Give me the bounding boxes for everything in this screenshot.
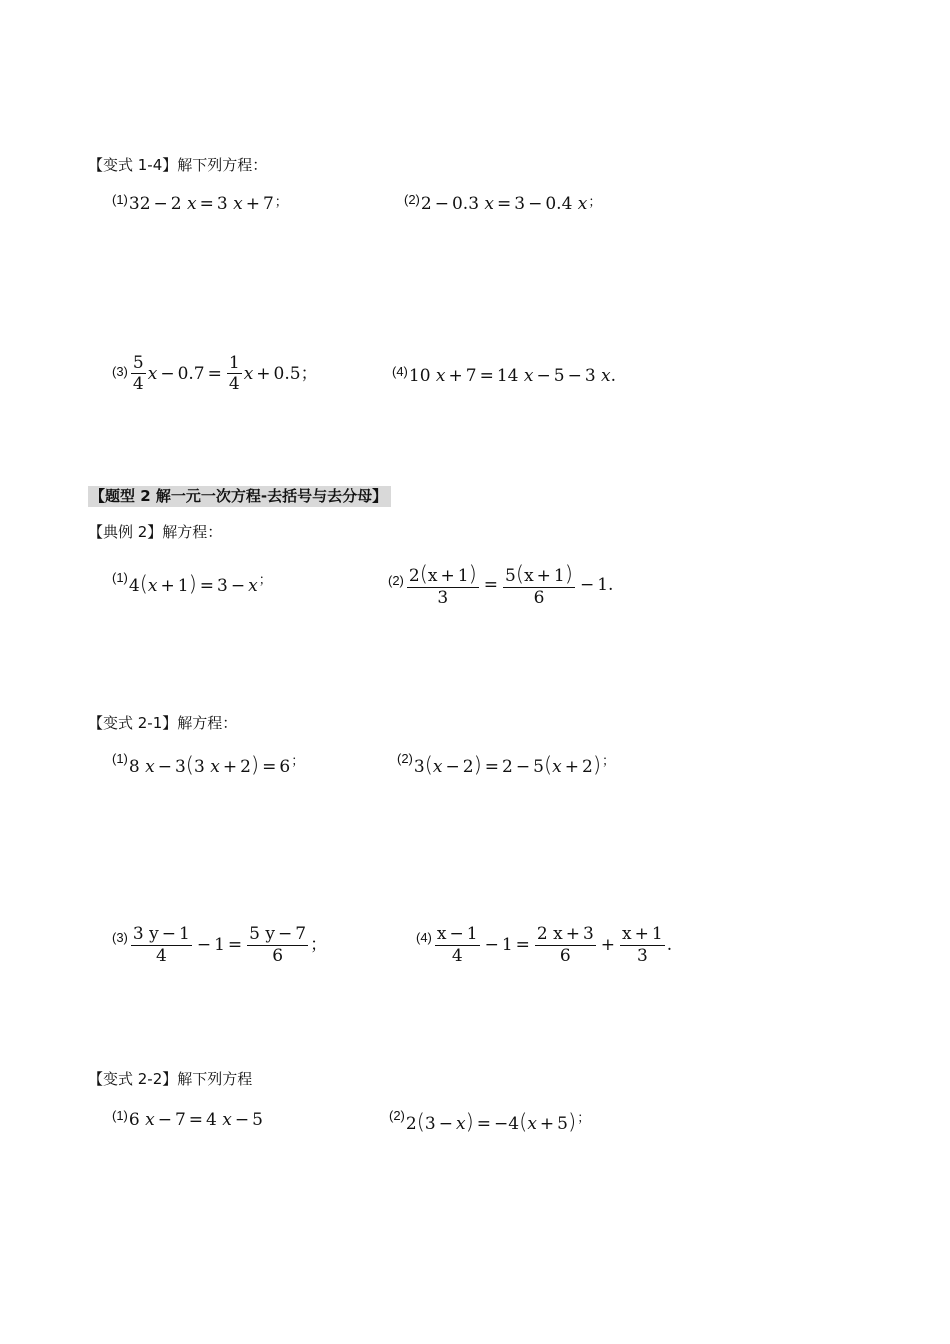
problem-2-2-1: $^{(1)}$6 x − 7 = 4 x − 5 <box>112 1108 263 1130</box>
problem-2-1-2: $^{(2)}$3(x − 2) = 2 − 5(x + 2)； <box>397 751 616 777</box>
problem-2-2-2: $^{(2)}$2(3 − x) = −4(x + 5)； <box>389 1108 591 1134</box>
problem-ex2-2: $^{(2)}$ $\frac{2(x + 1)}{3}$ = $\frac{5(x + 1)}{6}$ − 1. <box>388 562 614 608</box>
problem-2-1-1: $^{(1)}$8 x − 3(3 x + 2) = 6； <box>112 751 305 777</box>
variant-2-2-heading: 【变式 2-2】解下列方程 <box>88 1070 253 1088</box>
problem-2-1-3: $^{(3)}$ $\frac{3 y - 1}{4}$ − 1 = $\frac{5 y - 7}{6}$ ； <box>112 924 328 966</box>
problem-2-1-4: $^{(4)}$ $\frac{x - 1}{4}$ − 1 = $\frac{2 x + 3}{6}$ + $\frac{x + 1}{3}$ . <box>416 924 673 966</box>
example-2-heading: 【典例 2】解方程： <box>88 523 223 541</box>
problem-1-4-2: $^{(2)}$2 − 0.3 x = 3 − 0.4 x； <box>404 192 602 214</box>
problem-1-4-1: $^{(1)}$32 − 2 x = 3 x + 7； <box>112 192 288 214</box>
variant-2-1-heading: 【变式 2-1】解方程： <box>88 714 238 732</box>
type-2-banner: 【题型 2 解一元一次方程-去括号与去分母】 <box>88 485 391 506</box>
variant-1-4-heading: 【变式 1-4】解下列方程： <box>88 156 268 174</box>
problem-1-4-4: $^{(4)}$10 x + 7 = 14 x − 5 − 3 x. <box>392 364 617 386</box>
problem-ex2-1: $^{(1)}$4(x + 1) = 3 − x； <box>112 570 272 596</box>
problem-1-4-3: $^{(3)}$ $\frac{5}{4}$ x − 0.7 = $\frac{1}{4}$ x + 0.5； <box>112 353 318 394</box>
